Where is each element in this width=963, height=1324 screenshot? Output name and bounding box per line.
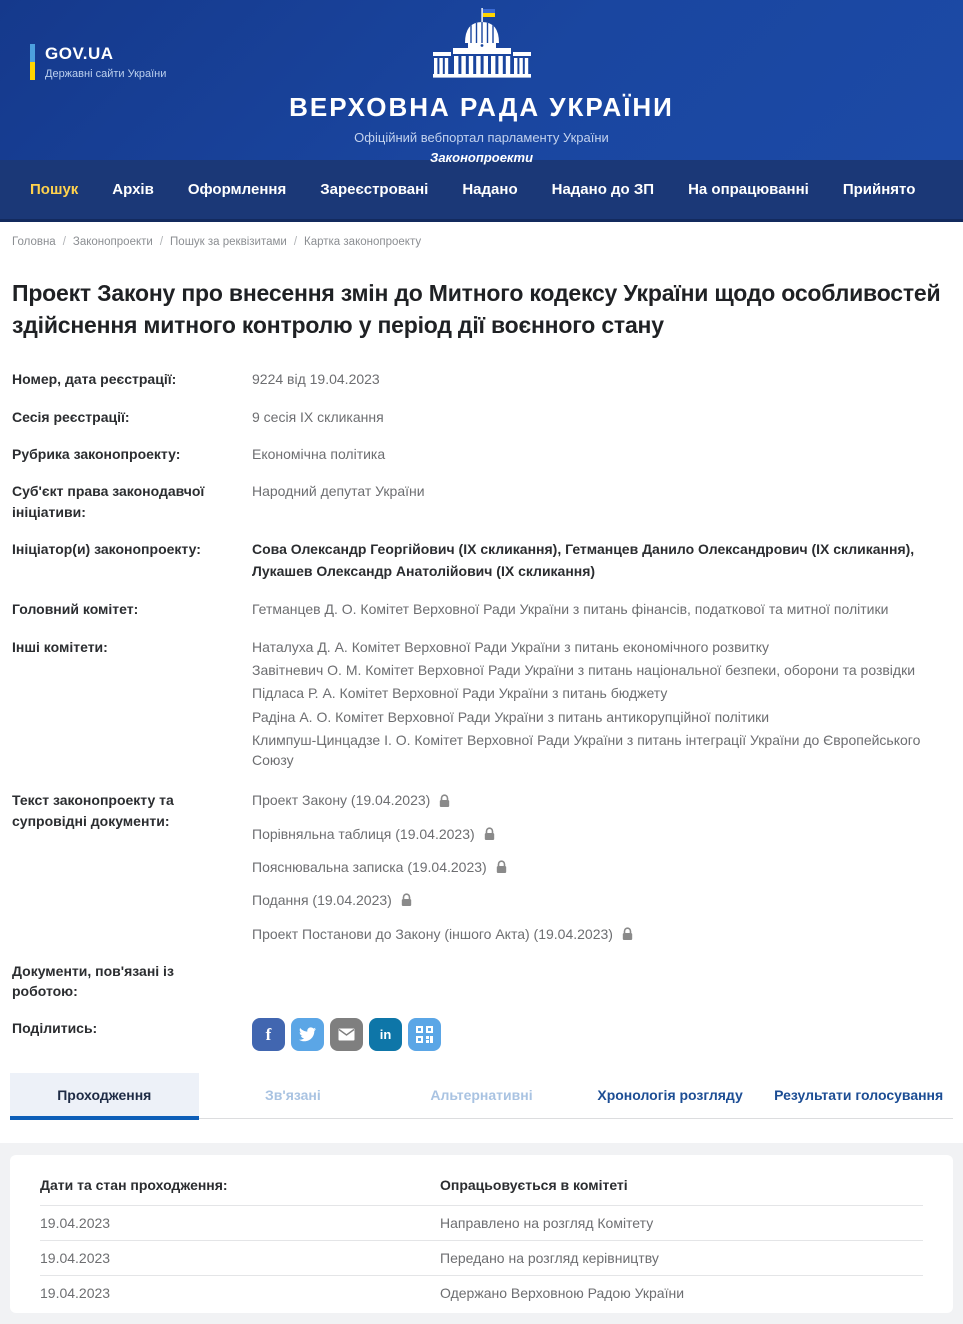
breadcrumb bbox=[0, 222, 963, 248]
initiators-value: Сова Олександр Георгійович (IX скликання), Гетманцев Данило Олександрович (IX скликання), Лукашев Олександр Анатолійович (IX скликання) bbox=[252, 540, 915, 579]
lock-icon bbox=[483, 827, 496, 841]
progress-date: 19.04.2023 bbox=[40, 1250, 111, 1267]
tab-zviazani[interactable]: Зв'язані bbox=[265, 1087, 321, 1104]
nav-item-na-opratsiuvanni[interactable]: На опрацюванні bbox=[688, 181, 809, 198]
govua-title: GOV.UA bbox=[45, 44, 114, 63]
document-link-label: Проект Закону (19.04.2023) bbox=[252, 792, 431, 809]
document-link[interactable] bbox=[252, 824, 951, 844]
tab-alternatyvni[interactable]: Альтернативні bbox=[430, 1087, 533, 1104]
site-title[interactable]: ВЕРХОВНА РАДА УКРАЇНИ bbox=[289, 92, 674, 122]
govua-subtitle: Державні сайти України bbox=[45, 68, 167, 80]
committee-item: Підласа Р. А. Комітет Верховної Ради України з питань бюджету bbox=[252, 685, 668, 702]
main-nav bbox=[0, 160, 963, 222]
document-link[interactable] bbox=[252, 890, 951, 910]
progress-header-status: Опрацьовується в комітеті bbox=[440, 1177, 628, 1194]
linkedin-icon: in bbox=[379, 1026, 392, 1042]
document-link[interactable] bbox=[252, 790, 951, 810]
progress-status: Направлено на розгляд Комітету bbox=[440, 1215, 654, 1232]
document-link-label: Порівняльна таблиця (19.04.2023) bbox=[252, 825, 475, 842]
reg-number-value: 9224 від 19.04.2023 bbox=[252, 371, 380, 388]
twitter-icon bbox=[299, 1027, 316, 1042]
lock-icon bbox=[621, 927, 634, 941]
session-value: 9 сесія IX скликання bbox=[252, 408, 384, 425]
document-link-label: Пояснювальна записка (19.04.2023) bbox=[252, 859, 487, 875]
tab-khronolohiia[interactable]: Хронологія розгляду bbox=[597, 1087, 743, 1104]
nav-item-nadano-do-zp[interactable]: Надано до ЗП bbox=[551, 181, 655, 198]
detail-label: Сесія реєстрації: bbox=[12, 408, 130, 425]
qr-code-icon bbox=[416, 1026, 433, 1043]
detail-label: Рубрика законопроекту: bbox=[12, 446, 181, 463]
subject-value: Народний депутат України bbox=[252, 483, 425, 500]
rubric-value: Економічна політика bbox=[252, 446, 386, 463]
committee-item: Завітневич О. М. Комітет Верховної Ради України з питань національної безпеки, оборони та розвідки bbox=[252, 661, 916, 678]
related-docs-value bbox=[252, 961, 951, 1002]
nav-item-pryiniato[interactable]: Прийнято bbox=[842, 181, 916, 198]
detail-label: Документи, пов'язані із роботою: bbox=[12, 962, 174, 1000]
site-subtitle: Офіційний вебпортал парламенту України bbox=[354, 130, 609, 145]
breadcrumb-home[interactable]: Головна bbox=[12, 236, 56, 248]
lock-icon bbox=[400, 893, 413, 907]
progress-date: 19.04.2023 bbox=[40, 1215, 111, 1232]
page-title: Проект Закону про внесення змін до Митного кодексу України щодо особливостей здійснення митного контролю у період дії воєнного стану bbox=[12, 280, 941, 338]
detail-label: Текст законопроекту та супровідні документи: bbox=[12, 792, 174, 829]
detail-label: Ініціатор(и) законопроекту: bbox=[12, 540, 201, 557]
committee-item: Наталуха Д. А. Комітет Верховної Ради України з питань економічного розвитку bbox=[252, 638, 770, 655]
detail-label: Головний комітет: bbox=[12, 601, 139, 618]
section-label: Законопроекти bbox=[429, 150, 534, 165]
breadcrumb-separator: / bbox=[159, 236, 164, 248]
nav-item-nadano[interactable]: Надано bbox=[462, 181, 518, 198]
parliament-building-icon bbox=[427, 8, 537, 88]
detail-label: Поділитись: bbox=[12, 1020, 98, 1037]
document-link[interactable] bbox=[252, 924, 951, 944]
document-link[interactable] bbox=[252, 857, 951, 877]
qr-code-share-button[interactable] bbox=[408, 1018, 441, 1051]
table-row bbox=[40, 1205, 923, 1240]
nav-item-zareiestrovani[interactable]: Зареєстровані bbox=[320, 181, 429, 198]
table-row bbox=[40, 1240, 923, 1275]
lock-icon bbox=[438, 794, 451, 808]
linkedin-share-button[interactable] bbox=[369, 1018, 402, 1051]
table-row bbox=[40, 1275, 923, 1310]
facebook-icon: f bbox=[265, 1024, 272, 1044]
breadcrumb-poshuk[interactable]: Пошук за реквізитами bbox=[170, 236, 287, 248]
facebook-share-button[interactable] bbox=[252, 1018, 285, 1051]
twitter-share-button[interactable] bbox=[291, 1018, 324, 1051]
tab-prokhodzhennia[interactable]: Проходження bbox=[10, 1073, 199, 1118]
committee-item: Климпуш-Цинцадзе І. О. Комітет Верховної Ради України з питань інтеграції України до Європейського Союзу bbox=[252, 731, 921, 769]
email-icon bbox=[338, 1028, 355, 1041]
breadcrumb-separator: / bbox=[62, 236, 66, 248]
progress-date: 19.04.2023 bbox=[40, 1285, 111, 1302]
progress-status: Передано на розгляд керівництву bbox=[440, 1250, 659, 1267]
progress-section bbox=[0, 1143, 963, 1324]
progress-header-dates: Дати та стан проходження: bbox=[40, 1177, 228, 1194]
nav-item-poshuk[interactable]: Пошук bbox=[30, 181, 79, 198]
detail-label: Інші комітети: bbox=[12, 638, 108, 655]
main-committee-value: Гетманцев Д. О. Комітет Верховної Ради України з питань фінансів, податкової та митної політики bbox=[252, 601, 889, 618]
other-committees-list bbox=[252, 637, 951, 774]
site-header bbox=[0, 0, 963, 165]
bill-tabs bbox=[10, 1073, 953, 1119]
breadcrumb-separator: / bbox=[293, 236, 298, 248]
document-link-label: Подання (19.04.2023) bbox=[252, 892, 392, 909]
breadcrumb-current: Картка законопроекту bbox=[304, 236, 422, 248]
progress-status: Одержано Верховною Радою України bbox=[440, 1285, 685, 1302]
committee-item: Радіна А. О. Комітет Верховної Ради України з питань антикорупційної політики bbox=[252, 708, 770, 725]
bill-details bbox=[12, 369, 951, 1051]
nav-item-oformlennia[interactable]: Оформлення bbox=[187, 181, 287, 198]
email-share-button[interactable] bbox=[330, 1018, 363, 1051]
progress-card bbox=[10, 1155, 953, 1313]
detail-label: Суб'єкт права законодавчої ініціативи: bbox=[12, 483, 205, 520]
progress-table-header bbox=[40, 1171, 923, 1205]
tab-rezultaty[interactable]: Результати голосування bbox=[774, 1087, 944, 1104]
document-link-label: Проект Постанови до Закону (іншого Акта) (19.04.2023) bbox=[252, 925, 613, 942]
detail-label: Номер, дата реєстрації: bbox=[12, 371, 177, 388]
nav-item-arkhiv[interactable]: Архів bbox=[112, 181, 154, 198]
documents-list bbox=[252, 790, 951, 943]
share-buttons bbox=[252, 1018, 951, 1051]
breadcrumb-zakonoproekty[interactable]: Законопроекти bbox=[72, 236, 153, 248]
lock-icon bbox=[495, 860, 508, 874]
